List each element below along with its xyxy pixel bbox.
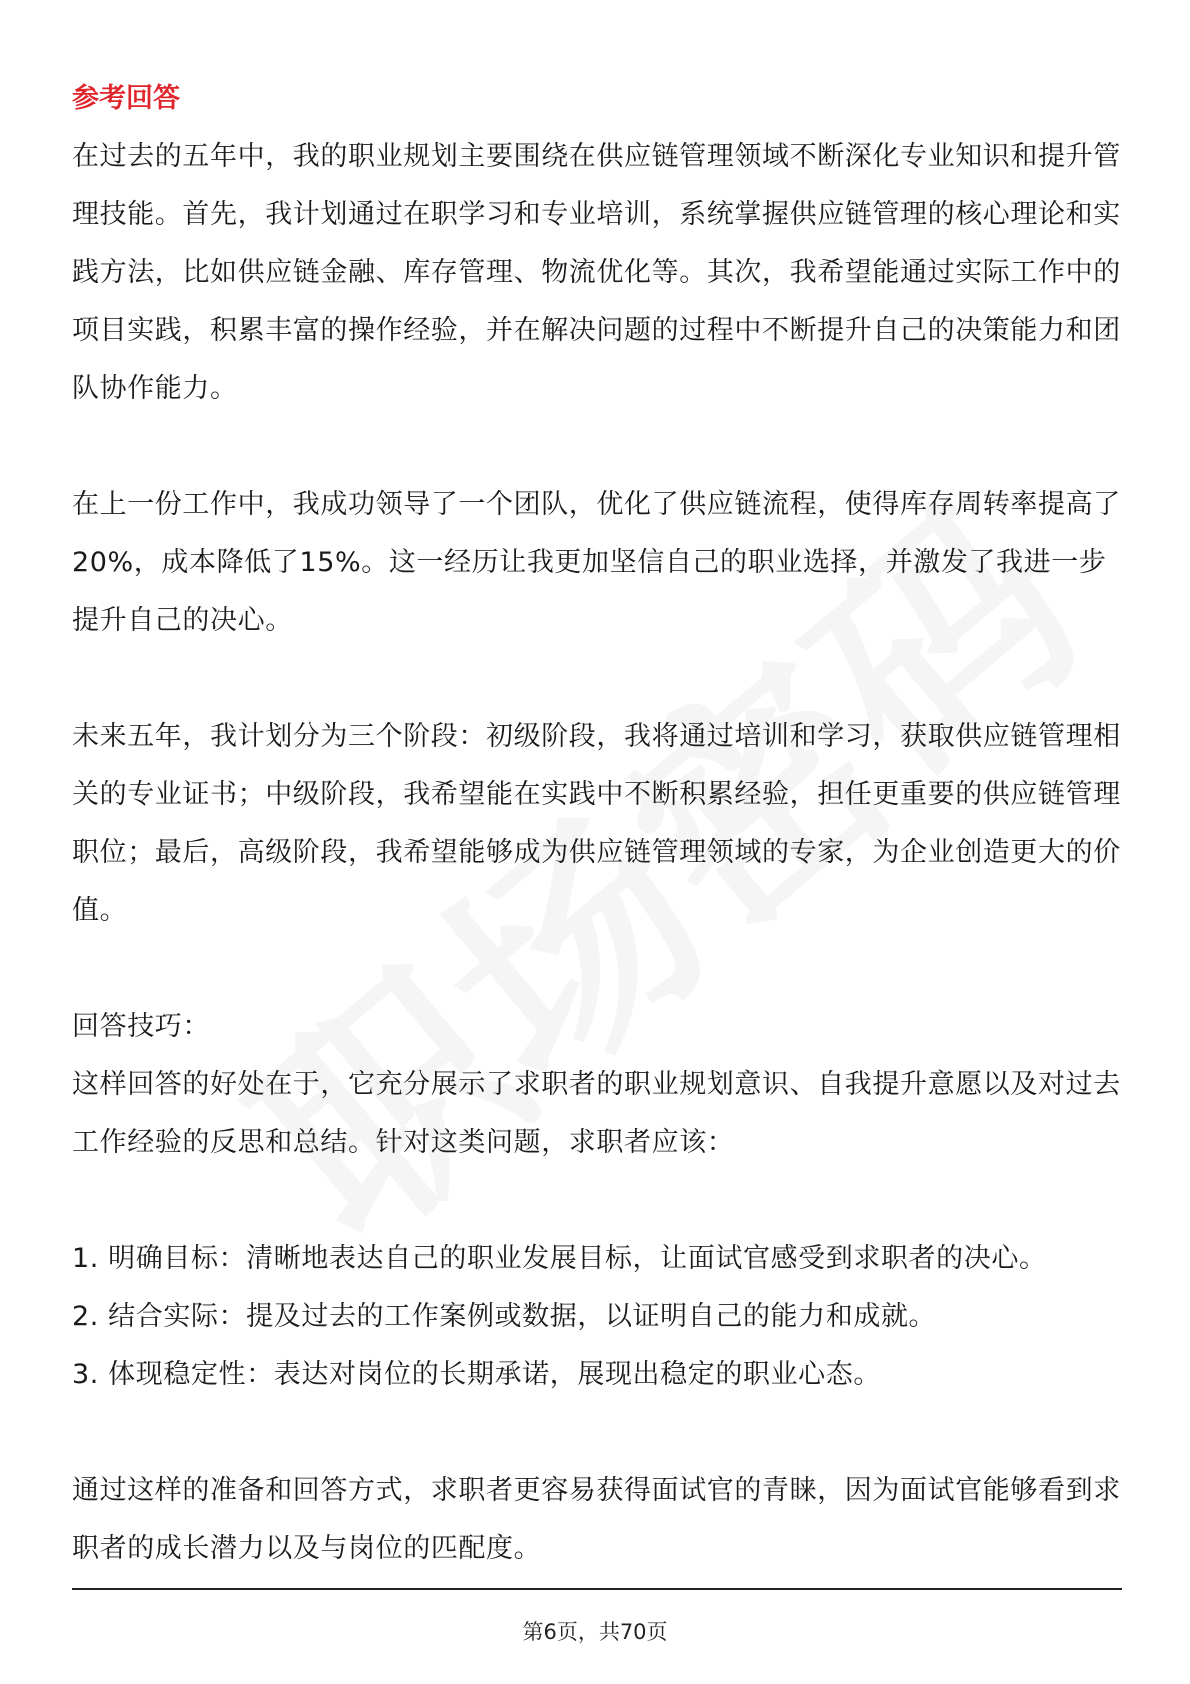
answer-paragraph-3: 未来五年，我计划分为三个阶段：初级阶段，我将通过培训和学习，获取供应链管理相关的专业证书；中级阶段，我希望能在实践中不断积累经验，担任更重要的供应链管理职位；最后，高级阶段，我希望能够成为供应链管理领域的专家，为企业创造更大的价值。 xyxy=(72,721,1121,926)
page-number: 第6页，共70页 xyxy=(522,1620,668,1644)
list-item: 1. 明确目标：清晰地表达自己的职业发展目标，让面试官感受到求职者的决心。 xyxy=(72,1243,1047,1274)
tips-title: 回答技巧： xyxy=(72,1011,210,1042)
footer-divider xyxy=(72,1588,1122,1590)
list-item: 2. 结合实际：提及过去的工作案例或数据，以证明自己的能力和成就。 xyxy=(72,1301,937,1332)
section-heading: 参考回答 xyxy=(72,83,180,114)
list-item: 3. 体现稳定性：表达对岗位的长期承诺，展现出稳定的职业心态。 xyxy=(72,1359,881,1390)
conclusion-paragraph: 通过这样的准备和回答方式，求职者更容易获得面试官的青睐，因为面试官能够看到求职者的成长潜力以及与岗位的匹配度。 xyxy=(72,1475,1121,1564)
document-body xyxy=(72,70,1122,1578)
answer-paragraph-1: 在过去的五年中，我的职业规划主要围绕在供应链管理领域不断深化专业知识和提升管理技能。首先，我计划通过在职学习和专业培训，系统掌握供应链管理的核心理论和实践方法，比如供应链金融、库存管理、物流优化等。其次，我希望能通过实际工作中的项目实践，积累丰富的操作经验，并在解决问题的过程中不断提升自己的决策能力和团队协作能力。 xyxy=(72,141,1121,404)
tips-intro: 这样回答的好处在于，它充分展示了求职者的职业规划意识、自我提升意愿以及对过去工作经验的反思和总结。针对这类问题，求职者应该： xyxy=(72,1069,1121,1158)
tips-list xyxy=(72,1230,1122,1404)
answer-paragraph-2: 在上一份工作中，我成功领导了一个团队，优化了供应链流程，使得库存周转率提高了20%，成本降低了15%。这一经历让我更加坚信自己的职业选择，并激发了我进一步提升自己的决心。 xyxy=(72,489,1121,636)
